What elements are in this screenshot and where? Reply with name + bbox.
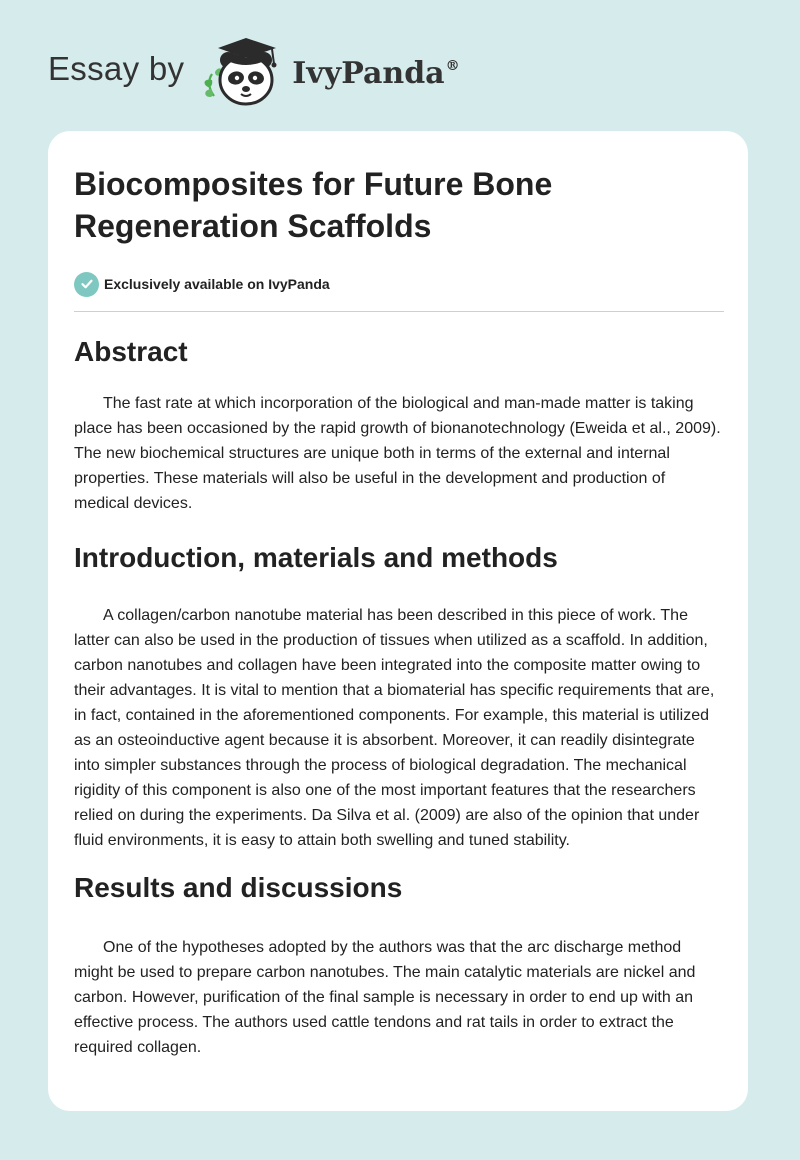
page-title: Biocomposites for Future Bone Regeneration Scaffolds <box>74 166 553 244</box>
check-circle-icon <box>74 272 99 297</box>
exclusive-badge-text: Exclusively available on IvyPanda <box>104 276 330 292</box>
divider <box>74 311 724 312</box>
essay-content <box>74 163 724 1060</box>
section-body-introduction: A collagen/carbon nanotube material has been described in this piece of work. The latter can also be used in the production of tissues when utilized as a scaffold. In addition, carbon nanotubes and collagen have been integrated into the composite matter owing to their advantages. It is vital to mention that a biomaterial has specific requirements that are, in fact, contained in the aforementioned components. For example, this material is utilized as an osteoinductive agent because it is absorbent. Moreover, it can readily disintegrate into simpler substances through the process of biological degradation. The mechanical rigidity of this component is also one of the most important features that the researchers relied on during the experiments. Da Silva et al. (2009) are also of the opinion that under fluid environments, it is easy to attain both swelling and tuned stability. <box>74 607 715 849</box>
essay-card <box>48 131 748 1111</box>
section-body-results: One of the hypotheses adopted by the authors was that the arc discharge method might be used to prepare carbon nanotubes. The main catalytic materials are nickel and carbon. However, purification of the final sample is necessary in order to end up with an effective process. The authors used cattle tendons and rat tails in order to extract the required collagen. <box>74 939 696 1056</box>
panda-graduate-icon <box>198 34 288 110</box>
exclusive-badge <box>74 271 724 297</box>
brand-name[interactable]: IvyPanda® <box>292 55 460 91</box>
section-heading-results: Results and discussions <box>74 872 403 903</box>
registered-mark: ® <box>445 57 460 74</box>
section-body-abstract: The fast rate at which incorporation of the biological and man-made matter is taking place has been occasioned by the rapid growth of bionanotechnology (Eweida et al., 2009). The new biochemical structures are unique both in terms of the external and internal properties. These materials will also be useful in the development and production of medical devices. <box>74 395 721 512</box>
site-header <box>48 34 460 110</box>
section-heading-introduction: Introduction, materials and methods <box>74 542 558 573</box>
essay-by-label: Essay by <box>48 50 185 87</box>
section-heading-abstract: Abstract <box>74 336 188 367</box>
